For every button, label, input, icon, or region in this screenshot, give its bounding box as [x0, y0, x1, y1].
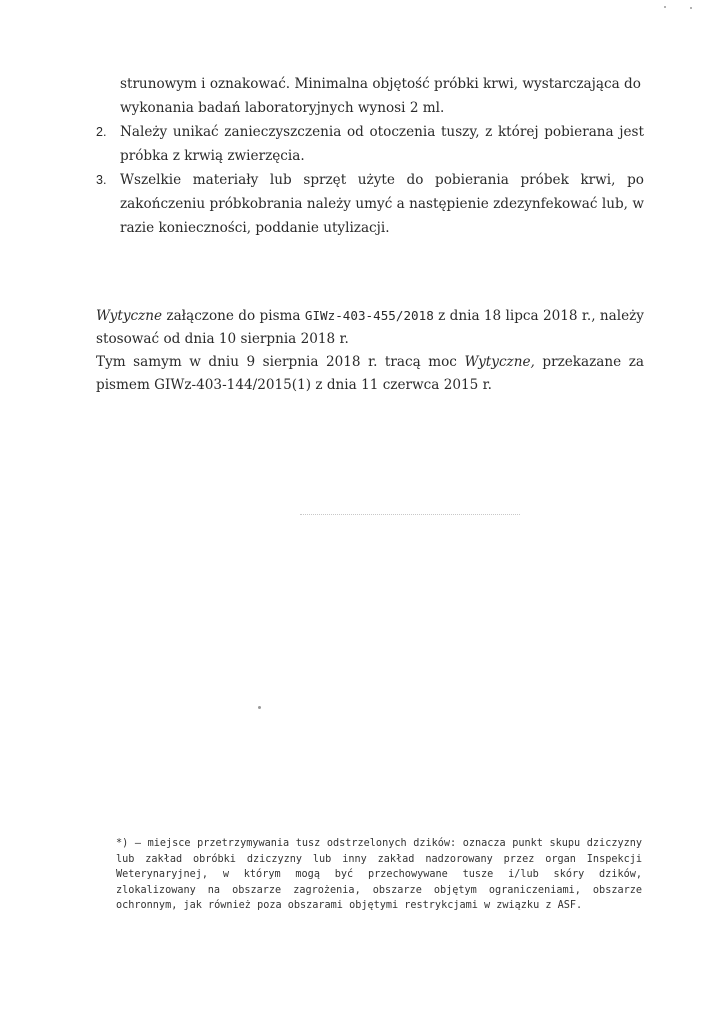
footnote	[116, 836, 642, 914]
scan-artifact-line	[300, 514, 520, 515]
validity-paragraph-1: Wytyczne załączone do pisma GIWz-403-455/2018 z dnia 18 lipca 2018 r., należy stosować od dnia 10 sierpnia 2018 r.	[96, 308, 644, 347]
document-reference: GIWz-403-455/2018	[304, 308, 434, 323]
guidelines-term: Wytyczne	[96, 308, 163, 324]
footnote-text: *) – miejsce przetrzymywania tusz odstrzelonych dzików: oznacza punkt skupu dziczyzny lub zakład obróbki dziczyzny lub inny zakład nadzorowany przez organ Inspekcji Weterynaryjnej, w którym mogą być przechowywane tusze i/lub skóry dzików, zlokalizowany na obszarze zagrożenia, obszarze objętym ograniczeniami, obszarze ochronnym, jak również poza obszarami objętymi restrykcjami w związku z ASF.	[116, 838, 642, 912]
guidelines-term: Wytyczne,	[464, 354, 535, 370]
continuation-line-1: strunowym i oznakować. Minimalna objętość próbki krwi, wystarczająca do	[120, 76, 641, 92]
scan-speck	[664, 6, 666, 8]
list-item-text: Należy unikać zanieczyszczenia od otoczenia tuszy, z której pobierana jest próbka z krwią zwierzęcia.	[120, 124, 644, 164]
list-item-continuation	[96, 72, 644, 120]
validity-notes	[96, 304, 644, 397]
list-number: 3.	[96, 173, 107, 187]
list-item-2	[96, 120, 644, 168]
scan-speck	[258, 706, 261, 709]
scan-speck	[690, 7, 692, 9]
validity-paragraph-2: Tym samym w dniu 9 sierpnia 2018 r. tracą moc Wytyczne, przekazane za pismem GIWz-403-144/2015(1) z dnia 11 czerwca 2015 r.	[96, 354, 644, 393]
list-number: 2.	[96, 125, 107, 139]
list-item-3	[96, 168, 644, 240]
continuation-line-2: wykonania badań laboratoryjnych wynosi 2 ml.	[120, 100, 445, 116]
procedure-list	[96, 72, 644, 240]
list-item-text: Wszelkie materiały lub sprzęt użyte do pobierania próbek krwi, po zakończeniu próbkobrania należy umyć a następienie zdezynfekować lub, w razie konieczności, poddanie utylizacji.	[120, 172, 644, 236]
